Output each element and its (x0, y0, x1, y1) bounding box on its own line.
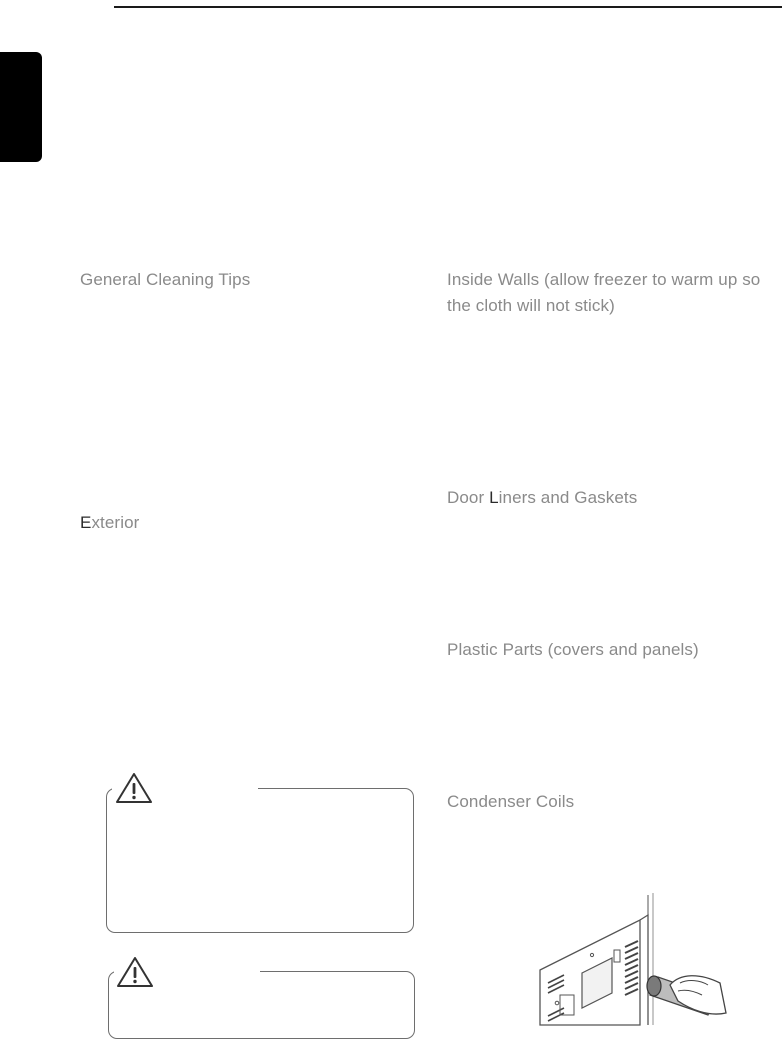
warning-triangle-icon (116, 956, 154, 988)
section-side-tab (0, 52, 42, 162)
heading-exterior (80, 510, 139, 536)
heading-exterior-initial: E (80, 513, 92, 532)
header-rule (114, 6, 782, 8)
warning-triangle-icon (115, 772, 153, 804)
heading-door-liners-initial: L (489, 488, 499, 507)
heading-door-liners (447, 485, 637, 511)
heading-exterior-rest: xterior (91, 513, 140, 532)
heading-door-liners-rest: iners and Gaskets (498, 488, 638, 507)
caution-box-1 (106, 788, 414, 933)
heading-plastic-parts: Plastic Parts (covers and panels) (447, 640, 699, 659)
caution-box-2 (108, 971, 415, 1039)
heading-condenser-coils: Condenser Coils (447, 792, 575, 811)
heading-general-cleaning-tips: General Cleaning Tips (80, 270, 251, 289)
heading-door-liners-prefix: Door (447, 488, 490, 507)
heading-inside-walls: Inside Walls (allow freezer to warm up so the cloth will not stick) (447, 270, 761, 315)
condenser-coil-cleaning-illustration (530, 885, 730, 1030)
